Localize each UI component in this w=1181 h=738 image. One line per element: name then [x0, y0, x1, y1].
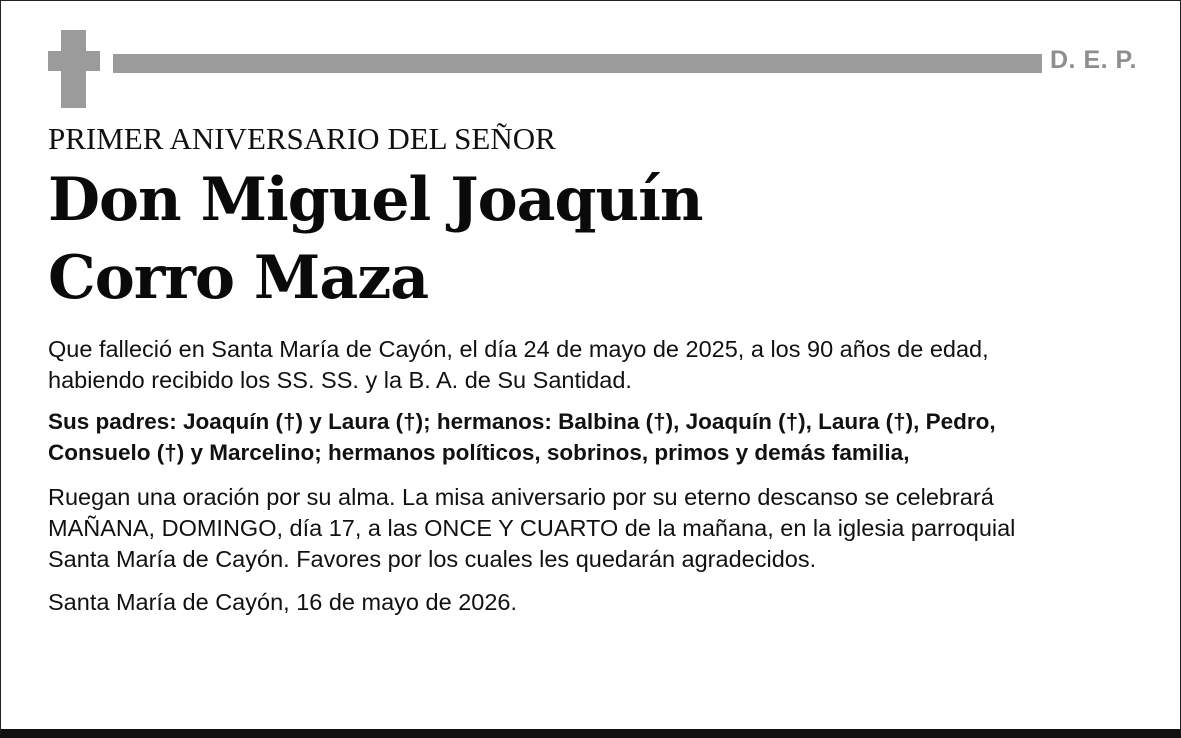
place-date [48, 587, 1148, 618]
death-notice-line-2: habiendo recibido los SS. SS. y la B. A. de Su Santidad. [48, 367, 632, 393]
mass-line-1: Ruegan una oración por su alma. La misa aniversario por su eterno descanso se celebrará [48, 484, 994, 510]
mass-line-2: MAÑANA, DOMINGO, día 17, a las ONCE Y CUARTO de la mañana, en la iglesia parroquial [48, 515, 1016, 541]
death-notice-paragraph [48, 334, 1148, 396]
place-date-line: Santa María de Cayón, 16 de mayo de 2026. [48, 589, 518, 615]
dep-label: D. E. P. [1050, 46, 1137, 74]
death-notice-line-1: Que falleció en Santa María de Cayón, el día 24 de mayo de 2025, a los 90 años de edad, [48, 336, 989, 362]
family-line-1: Sus padres: Joaquín (†) y Laura (†); hermanos: Balbina (†), Joaquín (†), Laura (†), Pedro, [48, 409, 996, 434]
anniversary-subtitle: PRIMER ANIVERSARIO DEL SEÑOR [48, 121, 556, 156]
family-paragraph [48, 406, 1148, 468]
mass-line-3: Santa María de Cayón. Favores por los cuales les quedarán agradecidos. [48, 546, 817, 572]
mass-paragraph [48, 482, 1148, 575]
deceased-name [48, 161, 702, 317]
name-line-1: Don Miguel Joaquín [48, 165, 703, 235]
name-line-2: Corro Maza [48, 243, 429, 313]
cross-horizontal-bar [48, 51, 100, 71]
header-rule [113, 54, 1042, 73]
family-line-2: Consuelo (†) y Marcelino; hermanos políticos, sobrinos, primos y demás familia, [48, 440, 910, 465]
